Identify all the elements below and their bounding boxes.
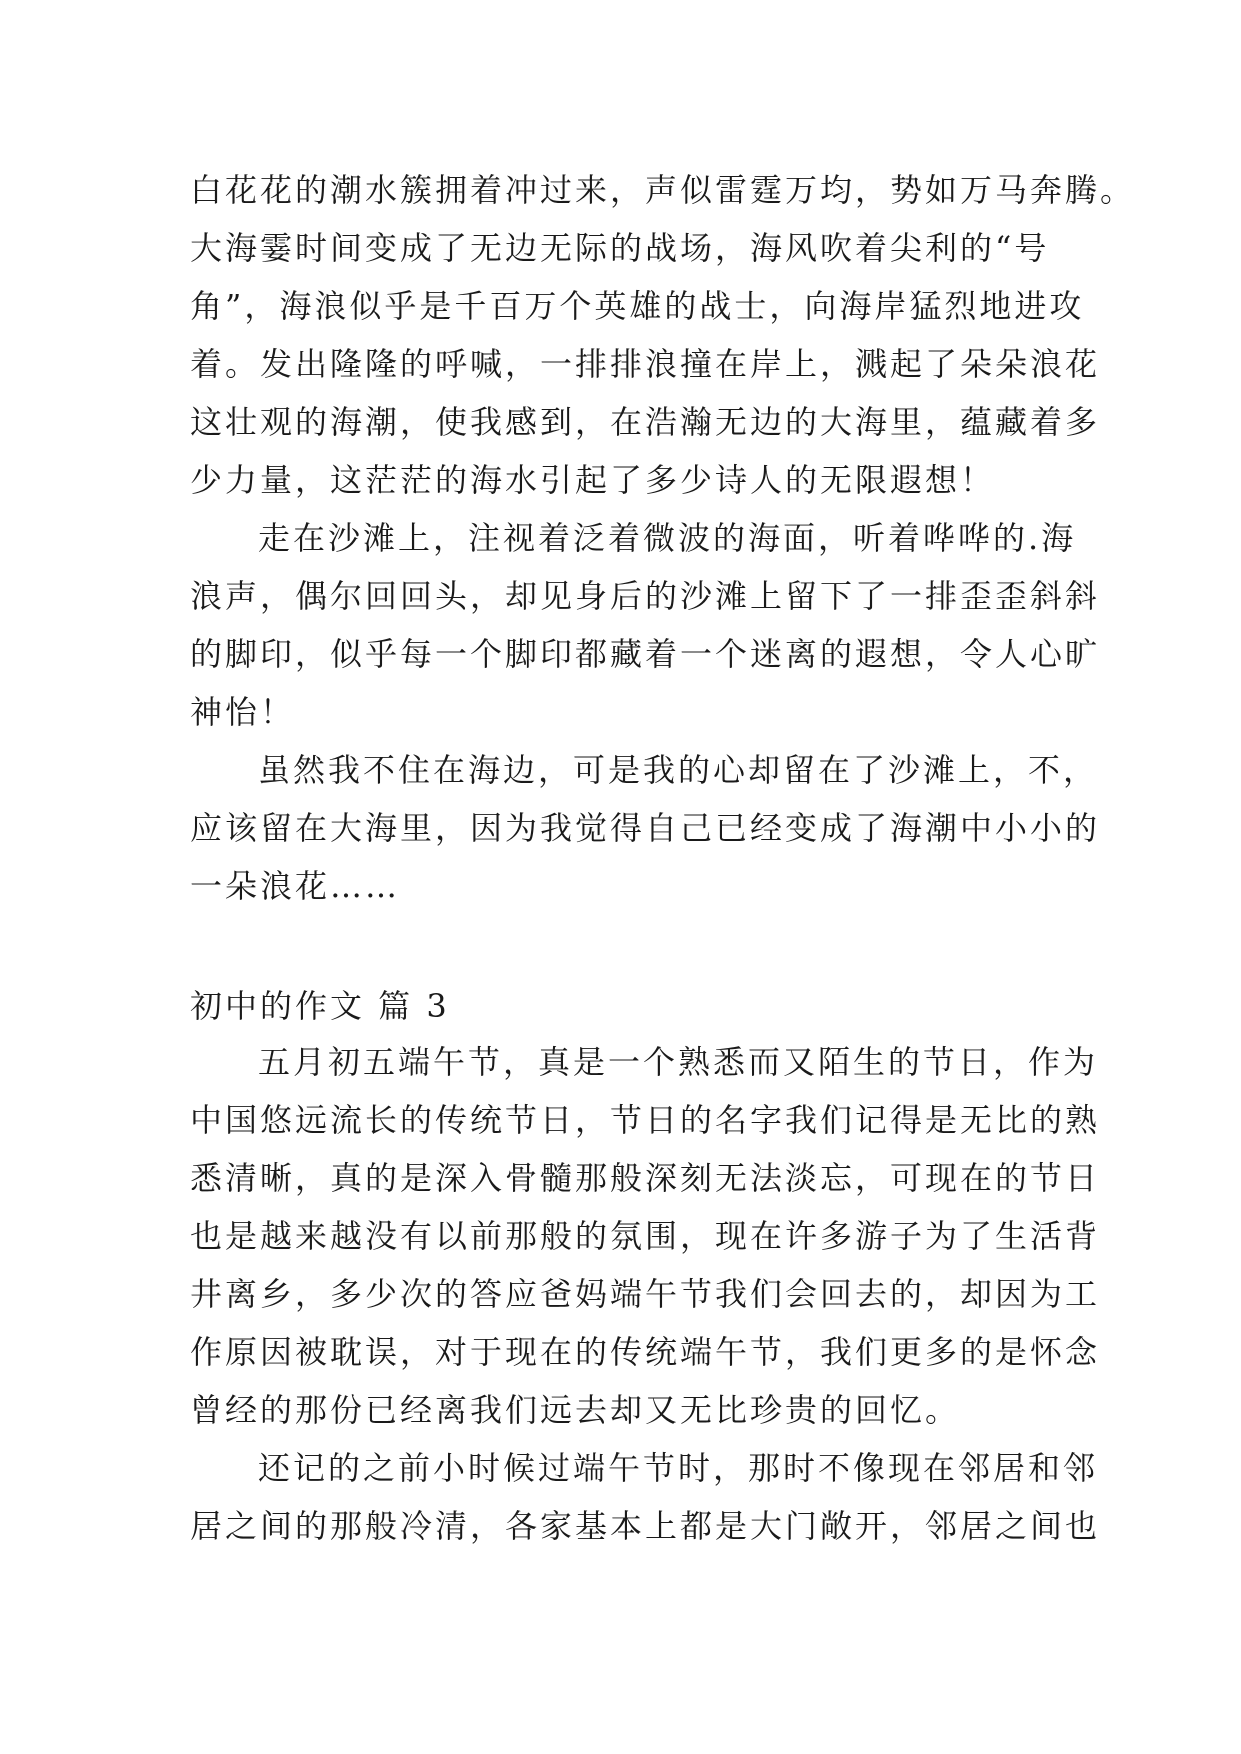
text-line: 还记的之前小时候过端午节时，那时不像现在邻居和邻 (258, 1449, 1099, 1487)
text-line: 虽然我不住在海边，可是我的心却留在了沙滩上，不， (258, 751, 1099, 789)
text-line: 白花花的潮水簇拥着冲过来，声似雷霆万均，势如万马奔腾。 (190, 171, 1136, 209)
text-line: 少力量，这茫茫的海水引起了多少诗人的无限遐想！ (190, 461, 996, 499)
section-heading: 初中的作文 篇 3 (190, 987, 450, 1025)
paragraph-childhood-memory (190, 1439, 1101, 1555)
text-line: 着。发出隆隆的呼喊，一排排浪撞在岸上，溅起了朵朵浪花 (190, 345, 1101, 383)
text-line: 这壮观的海潮，使我感到，在浩瀚无边的大海里，蕴藏着多 (190, 403, 1101, 441)
text-line: 中国悠远流长的传统节日，节日的名字我们记得是无比的熟 (190, 1101, 1101, 1139)
text-line: 神怡！ (190, 693, 296, 731)
text-line: 应该留在大海里，因为我觉得自己已经变成了海潮中小小的 (190, 809, 1101, 847)
text-line: 大海霎时间变成了无边无际的战场，海风吹着尖利的“号 (190, 229, 1050, 267)
text-line: 也是越来越没有以前那般的氛围，现在许多游子为了生活背 (190, 1217, 1101, 1255)
text-line: 角”，海浪似乎是千百万个英雄的战士，向海岸猛烈地进攻 (190, 287, 1085, 325)
text-line: 曾经的那份已经离我们远去却又无比珍贵的回忆。 (190, 1391, 961, 1429)
text-line: 一朵浪花…… (190, 867, 401, 905)
text-line: 居之间的那般冷清，各家基本上都是大门敞开，邻居之间也 (190, 1507, 1101, 1545)
paragraph-dragon-boat-festival (190, 1033, 1101, 1439)
text-line: 浪声，偶尔回回头，却见身后的沙滩上留下了一排歪歪斜斜 (190, 577, 1101, 615)
paragraph-beach-walk (190, 509, 1101, 741)
paragraph-sea-tide (190, 161, 1136, 509)
text-line: 走在沙滩上，注视着泛着微波的海面，听着哗哗的.海 (258, 519, 1077, 557)
text-line: 五月初五端午节，真是一个熟悉而又陌生的节日，作为 (258, 1043, 1099, 1081)
text-line: 的脚印，似乎每一个脚印都藏着一个迷离的遐想，令人心旷 (190, 635, 1101, 673)
text-line: 悉清晰，真的是深入骨髓那般深刻无法淡忘，可现在的节日 (190, 1159, 1101, 1197)
paragraph-heart-by-sea (190, 741, 1101, 915)
text-line: 井离乡，多少次的答应爸妈端午节我们会回去的，却因为工 (190, 1275, 1101, 1313)
text-line: 作原因被耽误，对于现在的传统端午节，我们更多的是怀念 (190, 1333, 1101, 1371)
